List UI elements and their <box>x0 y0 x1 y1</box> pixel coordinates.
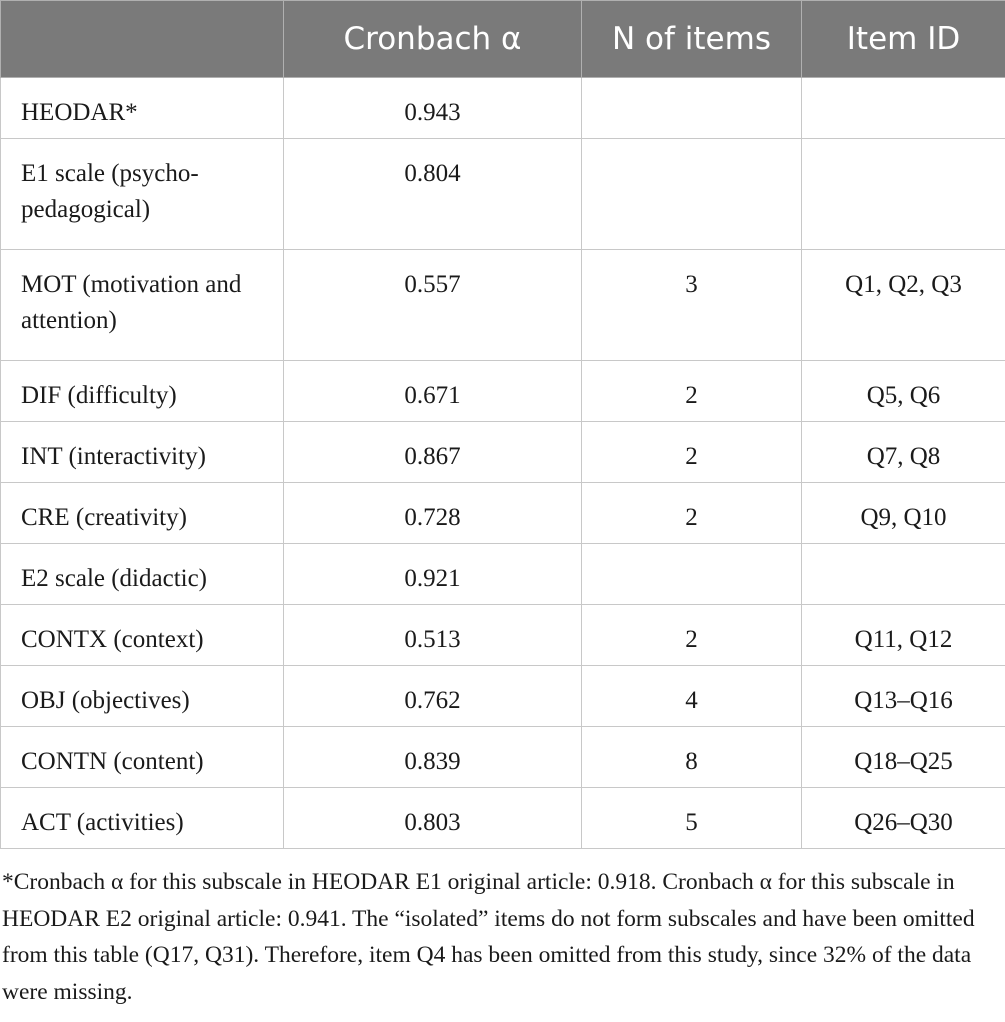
cell-item-id <box>802 78 1005 139</box>
table-row <box>1 605 1005 666</box>
cell-n-items: 2 <box>582 361 802 422</box>
cell-alpha: 0.839 <box>284 727 582 788</box>
cell-scale: INT (interactivity) <box>1 422 284 483</box>
cell-alpha: 0.803 <box>284 788 582 849</box>
cell-n-items: 8 <box>582 727 802 788</box>
table-row <box>1 788 1005 849</box>
cell-scale: CONTN (content) <box>1 727 284 788</box>
table-header-row <box>1 1 1005 78</box>
cell-item-id: Q18–Q25 <box>802 727 1005 788</box>
cell-alpha: 0.921 <box>284 544 582 605</box>
cell-item-id: Q7, Q8 <box>802 422 1005 483</box>
header-cronbach-alpha: Cronbach α <box>284 1 582 78</box>
cell-n-items: 5 <box>582 788 802 849</box>
table-row <box>1 727 1005 788</box>
table-row <box>1 483 1005 544</box>
table-row <box>1 666 1005 727</box>
cell-alpha: 0.943 <box>284 78 582 139</box>
cell-scale: OBJ (objectives) <box>1 666 284 727</box>
cell-alpha: 0.671 <box>284 361 582 422</box>
cell-n-items <box>582 78 802 139</box>
cell-alpha: 0.762 <box>284 666 582 727</box>
cell-n-items: 2 <box>582 605 802 666</box>
cell-alpha: 0.867 <box>284 422 582 483</box>
cell-scale: E2 scale (didactic) <box>1 544 284 605</box>
header-item-id: Item ID <box>802 1 1005 78</box>
cell-n-items: 3 <box>582 250 802 361</box>
cell-n-items: 4 <box>582 666 802 727</box>
header-n-items: N of items <box>582 1 802 78</box>
cell-scale: ACT (activities) <box>1 788 284 849</box>
table-row <box>1 139 1005 250</box>
table-footnote: *Cronbach α for this subscale in HEODAR E1 original article: 0.918. Cronbach α for this subscale in HEODAR E2 original article: 0.941. The “isolated” items do not form subscales and have been omitted from this table (Q17, Q31). Therefore, item Q4 has been omitted from this study, since 32% of the data were missing. <box>2 869 975 1005</box>
cell-alpha: 0.513 <box>284 605 582 666</box>
table-row <box>1 361 1005 422</box>
cell-n-items <box>582 139 802 250</box>
cell-item-id: Q1, Q2, Q3 <box>802 250 1005 361</box>
cell-n-items: 2 <box>582 483 802 544</box>
cell-item-id: Q13–Q16 <box>802 666 1005 727</box>
cell-item-id: Q11, Q12 <box>802 605 1005 666</box>
cell-scale: DIF (difficulty) <box>1 361 284 422</box>
table-row <box>1 250 1005 361</box>
cell-scale: E1 scale (psycho-pedagogical) <box>1 139 284 250</box>
cell-alpha: 0.804 <box>284 139 582 250</box>
cell-item-id <box>802 544 1005 605</box>
cell-scale: CONTX (context) <box>1 605 284 666</box>
cell-n-items: 2 <box>582 422 802 483</box>
header-scale <box>1 1 284 78</box>
cell-item-id: Q5, Q6 <box>802 361 1005 422</box>
table-row <box>1 544 1005 605</box>
cell-alpha: 0.557 <box>284 250 582 361</box>
cell-item-id: Q26–Q30 <box>802 788 1005 849</box>
cell-scale: MOT (motivation and attention) <box>1 250 284 361</box>
cell-item-id: Q9, Q10 <box>802 483 1005 544</box>
cell-scale: CRE (creativity) <box>1 483 284 544</box>
cell-scale: HEODAR* <box>1 78 284 139</box>
cell-item-id <box>802 139 1005 250</box>
cell-alpha: 0.728 <box>284 483 582 544</box>
cell-n-items <box>582 544 802 605</box>
table-row <box>1 422 1005 483</box>
table-row <box>1 78 1005 139</box>
